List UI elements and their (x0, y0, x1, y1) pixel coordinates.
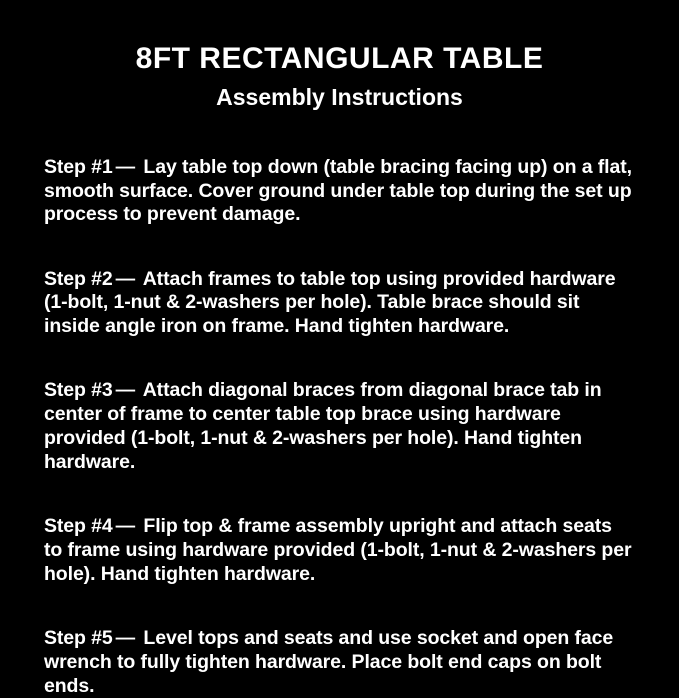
step-label: Step #4 (44, 515, 113, 538)
step-separator: — (115, 626, 136, 649)
page-subtitle: Assembly Instructions (216, 84, 463, 110)
step-separator: — (115, 379, 136, 402)
step-item (44, 379, 635, 474)
step-text: Attach diagonal braces from diagonal brace tab in center of frame to center table top brace using hardware provided (1-bolt, 1-nut & 2-washers per hole). Hand tighten hardware. (44, 379, 602, 473)
step-separator: — (115, 267, 136, 290)
step-item (44, 627, 635, 698)
step-text: Lay table top down (table bracing facing up) on a flat, smooth surface. Cover ground under table top during the set up process to prevent damage. (44, 155, 632, 226)
step-text: Attach frames to table top using provided hardware (1-bolt, 1-nut & 2-washers per hole). Table brace should sit inside angle iron on frame. Hand tighten hardware. (44, 267, 616, 338)
steps-list (44, 136, 635, 698)
step-text: Flip top & frame assembly upright and attach seats to frame using hardware provided (1-bolt, 1-nut & 2-washers per hole). Hand tighten hardware. (44, 515, 632, 585)
step-separator: — (115, 515, 136, 538)
step-label: Step #5 (44, 626, 113, 649)
step-label: Step #3 (44, 379, 113, 402)
step-item (44, 515, 635, 586)
step-separator: — (115, 155, 136, 178)
page-title: 8FT RECTANGULAR TABLE (135, 42, 544, 75)
step-text: Level tops and seats and use socket and open face wrench to fully tighten hardware. Place bolt end caps on bolt ends. (44, 626, 614, 697)
step-item (44, 268, 635, 339)
step-item (44, 156, 635, 227)
step-label: Step #1 (44, 155, 113, 178)
step-label: Step #2 (44, 267, 113, 290)
